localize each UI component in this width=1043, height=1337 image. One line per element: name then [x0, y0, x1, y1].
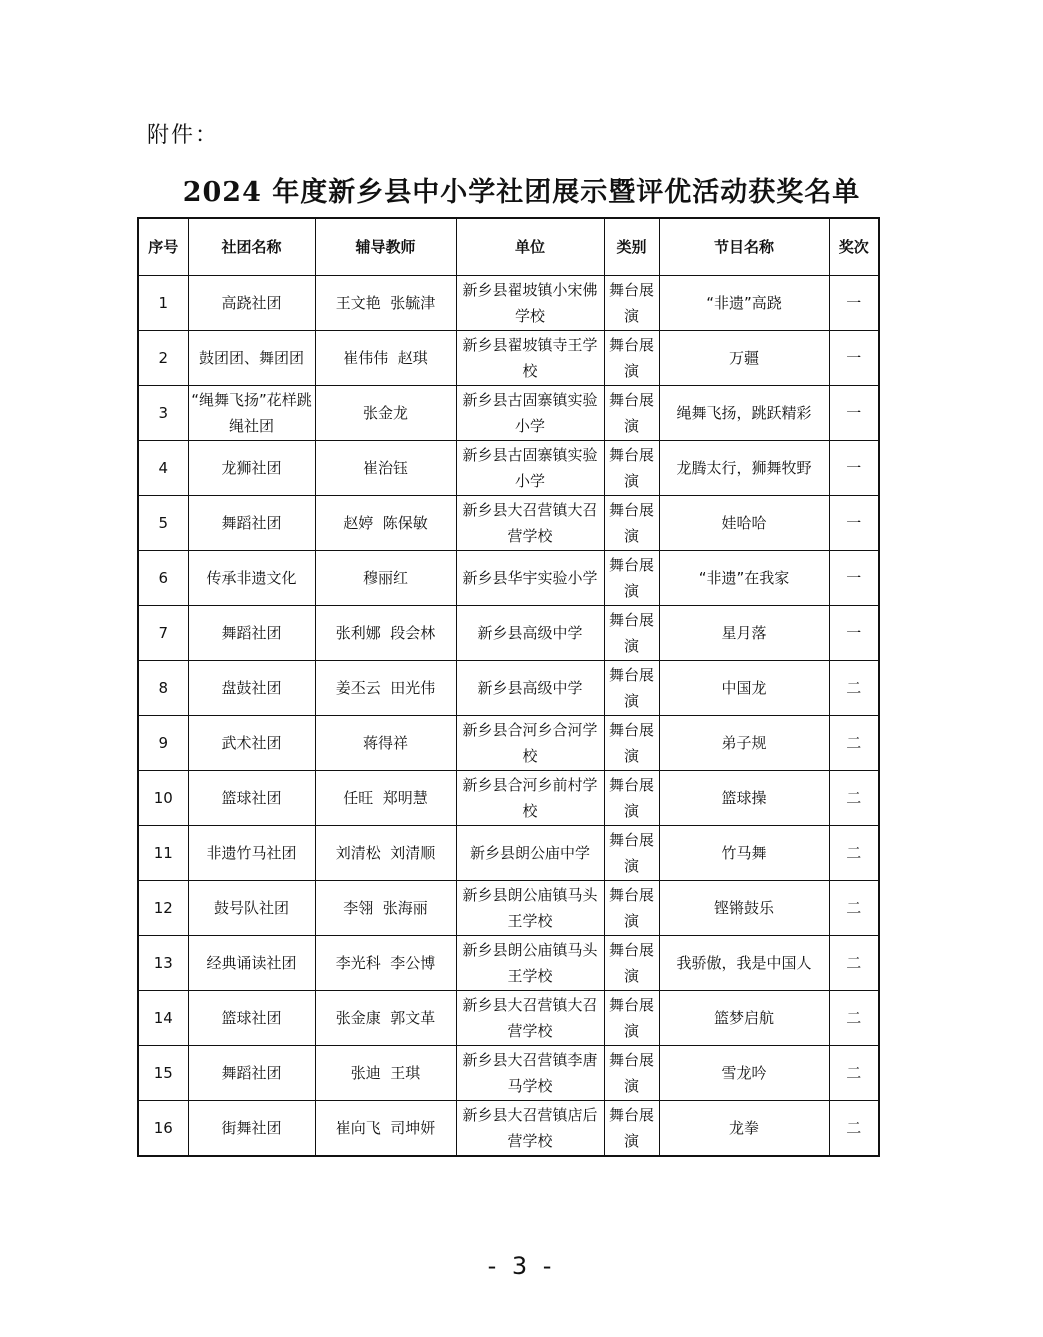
category: 舞台展演	[604, 991, 659, 1046]
club-name: 篮球社团	[188, 991, 315, 1046]
club-name: 龙狮社团	[188, 441, 315, 496]
header-cell: 辅导教师	[315, 218, 456, 276]
teacher-names: 王文艳 张毓津	[315, 276, 456, 331]
unit-name: 新乡县翟坡镇寺王学校	[456, 331, 604, 386]
teacher-names: 刘清松 刘清顺	[315, 826, 456, 881]
unit-name: 新乡县华宇实验小学	[456, 551, 604, 606]
row-number: 14	[138, 991, 188, 1046]
teacher-names: 姜丕云 田光伟	[315, 661, 456, 716]
header-cell: 奖次	[829, 218, 879, 276]
teacher-names: 赵婷 陈保敏	[315, 496, 456, 551]
teacher-names: 张金龙	[315, 386, 456, 441]
club-name: 鼓团团、舞团团	[188, 331, 315, 386]
row-number: 11	[138, 826, 188, 881]
program-name: “非遗”在我家	[659, 551, 829, 606]
award-level: 二	[829, 1101, 879, 1157]
unit-name: 新乡县大召营镇李唐马学校	[456, 1046, 604, 1101]
award-level: 一	[829, 496, 879, 551]
award-level: 一	[829, 441, 879, 496]
row-number: 6	[138, 551, 188, 606]
row-number: 8	[138, 661, 188, 716]
club-name: 篮球社团	[188, 771, 315, 826]
unit-name: 新乡县高级中学	[456, 606, 604, 661]
unit-name: 新乡县大召营镇大召营学校	[456, 991, 604, 1046]
unit-name: 新乡县翟坡镇小宋佛学校	[456, 276, 604, 331]
award-level: 一	[829, 606, 879, 661]
teacher-names: 张迪 王琪	[315, 1046, 456, 1101]
club-name: 舞蹈社团	[188, 496, 315, 551]
award-level: 二	[829, 881, 879, 936]
program-name: 中国龙	[659, 661, 829, 716]
category: 舞台展演	[604, 1046, 659, 1101]
unit-name: 新乡县高级中学	[456, 661, 604, 716]
teacher-names: 张金康 郭文革	[315, 991, 456, 1046]
unit-name: 新乡县朗公庙中学	[456, 826, 604, 881]
teacher-names: 崔向飞 司坤妍	[315, 1101, 456, 1157]
table-row	[138, 276, 879, 331]
category: 舞台展演	[604, 441, 659, 496]
teacher-names: 李翎 张海丽	[315, 881, 456, 936]
table-row	[138, 936, 879, 991]
category: 舞台展演	[604, 276, 659, 331]
unit-name: 新乡县合河乡前村学校	[456, 771, 604, 826]
category: 舞台展演	[604, 606, 659, 661]
table-row	[138, 386, 879, 441]
club-name: 盘鼓社团	[188, 661, 315, 716]
program-name: 我骄傲，我是中国人	[659, 936, 829, 991]
document-title: 2024 年度新乡县中小学社团展示暨评优活动获奖名单	[182, 177, 861, 208]
program-name: 万疆	[659, 331, 829, 386]
header-cell: 单位	[456, 218, 604, 276]
row-number: 7	[138, 606, 188, 661]
program-name: 娃哈哈	[659, 496, 829, 551]
teacher-names: 穆丽红	[315, 551, 456, 606]
table-header-row	[138, 218, 879, 276]
program-name: 篮梦启航	[659, 991, 829, 1046]
row-number: 16	[138, 1101, 188, 1157]
table-row	[138, 771, 879, 826]
table-row	[138, 551, 879, 606]
category: 舞台展演	[604, 936, 659, 991]
teacher-names: 蒋得祥	[315, 716, 456, 771]
club-name: “绳舞飞扬”花样跳绳社团	[188, 386, 315, 441]
award-level: 二	[829, 661, 879, 716]
category: 舞台展演	[604, 716, 659, 771]
row-number: 10	[138, 771, 188, 826]
program-name: 竹马舞	[659, 826, 829, 881]
award-level: 二	[829, 936, 879, 991]
club-name: 非遗竹马社团	[188, 826, 315, 881]
club-name: 武术社团	[188, 716, 315, 771]
table-row	[138, 661, 879, 716]
category: 舞台展演	[604, 826, 659, 881]
unit-name: 新乡县朗公庙镇马头王学校	[456, 936, 604, 991]
award-level: 二	[829, 716, 879, 771]
row-number: 5	[138, 496, 188, 551]
unit-name: 新乡县大召营镇店后营学校	[456, 1101, 604, 1157]
table-row	[138, 1101, 879, 1157]
table-row	[138, 441, 879, 496]
header-cell: 社团名称	[188, 218, 315, 276]
category: 舞台展演	[604, 331, 659, 386]
category: 舞台展演	[604, 771, 659, 826]
table-row	[138, 991, 879, 1046]
program-name: 龙腾太行，狮舞牧野	[659, 441, 829, 496]
header-cell: 类别	[604, 218, 659, 276]
club-name: 经典诵读社团	[188, 936, 315, 991]
unit-name: 新乡县古固寨镇实验小学	[456, 386, 604, 441]
teacher-names: 崔伟伟 赵琪	[315, 331, 456, 386]
category: 舞台展演	[604, 496, 659, 551]
row-number: 9	[138, 716, 188, 771]
teacher-names: 李光科 李公博	[315, 936, 456, 991]
club-name: 街舞社团	[188, 1101, 315, 1157]
teacher-names: 崔治钰	[315, 441, 456, 496]
unit-name: 新乡县古固寨镇实验小学	[456, 441, 604, 496]
table-row	[138, 606, 879, 661]
award-table	[137, 217, 880, 1157]
page-number: - 3 -	[487, 1252, 556, 1280]
award-level: 一	[829, 276, 879, 331]
award-level: 二	[829, 991, 879, 1046]
table-row	[138, 716, 879, 771]
award-level: 一	[829, 551, 879, 606]
club-name: 舞蹈社团	[188, 1046, 315, 1101]
row-number: 2	[138, 331, 188, 386]
category: 舞台展演	[604, 1101, 659, 1157]
program-name: 弟子规	[659, 716, 829, 771]
table-row	[138, 1046, 879, 1101]
teacher-names: 张利娜 段会林	[315, 606, 456, 661]
program-name: 铿锵鼓乐	[659, 881, 829, 936]
row-number: 1	[138, 276, 188, 331]
program-name: “非遗”高跷	[659, 276, 829, 331]
table-row	[138, 826, 879, 881]
club-name: 传承非遗文化	[188, 551, 315, 606]
table-row	[138, 331, 879, 386]
category: 舞台展演	[604, 386, 659, 441]
row-number: 12	[138, 881, 188, 936]
category: 舞台展演	[604, 661, 659, 716]
club-name: 高跷社团	[188, 276, 315, 331]
table-row	[138, 881, 879, 936]
row-number: 13	[138, 936, 188, 991]
teacher-names: 任旺 郑明慧	[315, 771, 456, 826]
category: 舞台展演	[604, 551, 659, 606]
row-number: 4	[138, 441, 188, 496]
row-number: 3	[138, 386, 188, 441]
unit-name: 新乡县合河乡合河学校	[456, 716, 604, 771]
award-level: 二	[829, 826, 879, 881]
award-level: 二	[829, 1046, 879, 1101]
program-name: 龙拳	[659, 1101, 829, 1157]
category: 舞台展演	[604, 881, 659, 936]
program-name: 篮球操	[659, 771, 829, 826]
header-cell: 序号	[138, 218, 188, 276]
attachment-label: 附件：	[147, 123, 220, 148]
unit-name: 新乡县朗公庙镇马头王学校	[456, 881, 604, 936]
club-name: 舞蹈社团	[188, 606, 315, 661]
unit-name: 新乡县大召营镇大召营学校	[456, 496, 604, 551]
header-cell: 节目名称	[659, 218, 829, 276]
row-number: 15	[138, 1046, 188, 1101]
program-name: 星月落	[659, 606, 829, 661]
club-name: 鼓号队社团	[188, 881, 315, 936]
program-name: 绳舞飞扬，跳跃精彩	[659, 386, 829, 441]
award-level: 一	[829, 331, 879, 386]
award-level: 二	[829, 771, 879, 826]
table-row	[138, 496, 879, 551]
program-name: 雪龙吟	[659, 1046, 829, 1101]
award-level: 一	[829, 386, 879, 441]
